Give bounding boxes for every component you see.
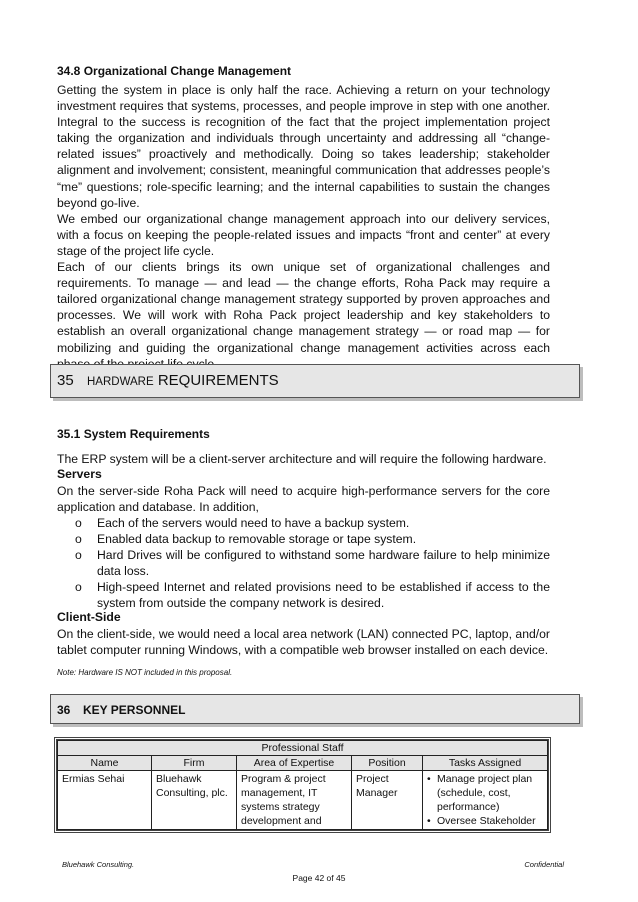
- bullet-marker: o: [75, 532, 82, 546]
- list-item: • Manage project plan (schedule, cost, performance): [427, 773, 533, 813]
- servers-text: On the server-side Roha Pack will need to acquire high-performance servers for the core application and database. In addition,: [57, 484, 550, 515]
- section-36-header: [50, 694, 580, 724]
- table-caption: Professional Staff: [58, 741, 548, 756]
- column-header: Tasks Assigned: [423, 756, 548, 771]
- page-number: Page 42 of 45: [292, 873, 346, 883]
- servers-label: Servers: [57, 467, 102, 481]
- column-header: Firm: [152, 756, 237, 771]
- footer-company: Bluehawk Consulting.: [62, 860, 135, 869]
- paragraph: We embed our organizational change management approach into our delivery services, with a focus on keeping the people-related issues and impacts “front and center” at every stage of the project life cycle.: [57, 211, 550, 258]
- paragraph: Getting the system in place is only half the race. Achieving a return on your technology investment requires that systems, processes, and people improve in step with one another. Integral to the success is recognition of the fact that the project implementation project taking the organization and individuals through uncertainty and addressing all “change-related issues” proactively and methodically. Doing so takes leadership; stakeholder alignment and involvement; consistent, meaningful communication that addresses people’s “me” questions; role-specific learning; and the internal capabilities to sustain the changes beyond go-live.: [57, 83, 550, 210]
- section-35-1-heading: 35.1 System Requirements: [57, 427, 210, 441]
- list-item: o High-speed Internet and related provisions need to be established if access to the system from outside the company network is desired.: [75, 580, 550, 610]
- footer-confidential: Confidential: [524, 860, 564, 869]
- expertise-cell: Program & project management, IT systems strategy development and: [237, 771, 352, 830]
- table-row: [58, 771, 548, 830]
- section-35-header: [50, 364, 580, 398]
- section-title-large: REQUIREMENTS: [157, 372, 279, 389]
- hardware-note: Note: Hardware IS NOT included in this proposal.: [57, 668, 233, 677]
- section-34-8-heading: 34.8 Organizational Change Management: [57, 64, 292, 78]
- bullet-marker: •: [427, 773, 431, 785]
- client-side-text: On the client-side, we would need a local area network (LAN) connected PC, laptop, and/or tablet computer running Windows, with a compatible web browser installed on each device.: [57, 627, 550, 658]
- professional-staff-table: [57, 740, 548, 830]
- bullet-marker: o: [75, 580, 82, 594]
- bullet-marker: •: [427, 815, 431, 827]
- servers-bullet-list: [57, 515, 550, 611]
- bullet-marker: o: [75, 516, 82, 530]
- firm-cell: Bluehawk Consulting, plc.: [152, 771, 237, 830]
- section-number: 36: [57, 703, 71, 717]
- column-header: Name: [58, 756, 152, 771]
- tasks-cell: [423, 771, 548, 830]
- name-cell: Ermias Sehai: [58, 771, 152, 830]
- section-number: 35: [57, 372, 74, 389]
- list-item: o Each of the servers would need to have a backup system.: [75, 516, 410, 530]
- section-title: [87, 372, 279, 389]
- client-side-label: Client-Side: [57, 610, 121, 624]
- intro-text: The ERP system will be a client-server architecture and will require the following hardware.: [57, 452, 547, 466]
- column-header: Area of Expertise: [237, 756, 352, 771]
- paragraph: Each of our clients brings its own unique set of organizational challenges and requirements. To manage — and lead — the change efforts, Roha Pack may require a tailored organizational change management strategy supported by proven approaches and processes. We will work with Roha Pack project leadership and key stakeholders to establish an overall organizational change management strategy — or road map — for mobilizing and guiding the organizational change management activities across each: [57, 260, 550, 355]
- bullet-marker: o: [75, 548, 82, 562]
- position-cell: Project Manager: [352, 771, 423, 830]
- section-title-small: HARDWARE: [87, 376, 154, 388]
- list-item: o Hard Drives will be configured to withstand some hardware failure to help minimize data loss.: [75, 548, 550, 578]
- table-header-row: [58, 756, 548, 771]
- list-item: • Oversee Stakeholder: [427, 815, 536, 827]
- tasks-list: [427, 772, 543, 828]
- list-item: o Enabled data backup to removable storage or tape system.: [75, 532, 417, 546]
- section-34-8-body: [57, 82, 550, 372]
- column-header: Position: [352, 756, 423, 771]
- section-title: KEY PERSONNEL: [83, 703, 186, 717]
